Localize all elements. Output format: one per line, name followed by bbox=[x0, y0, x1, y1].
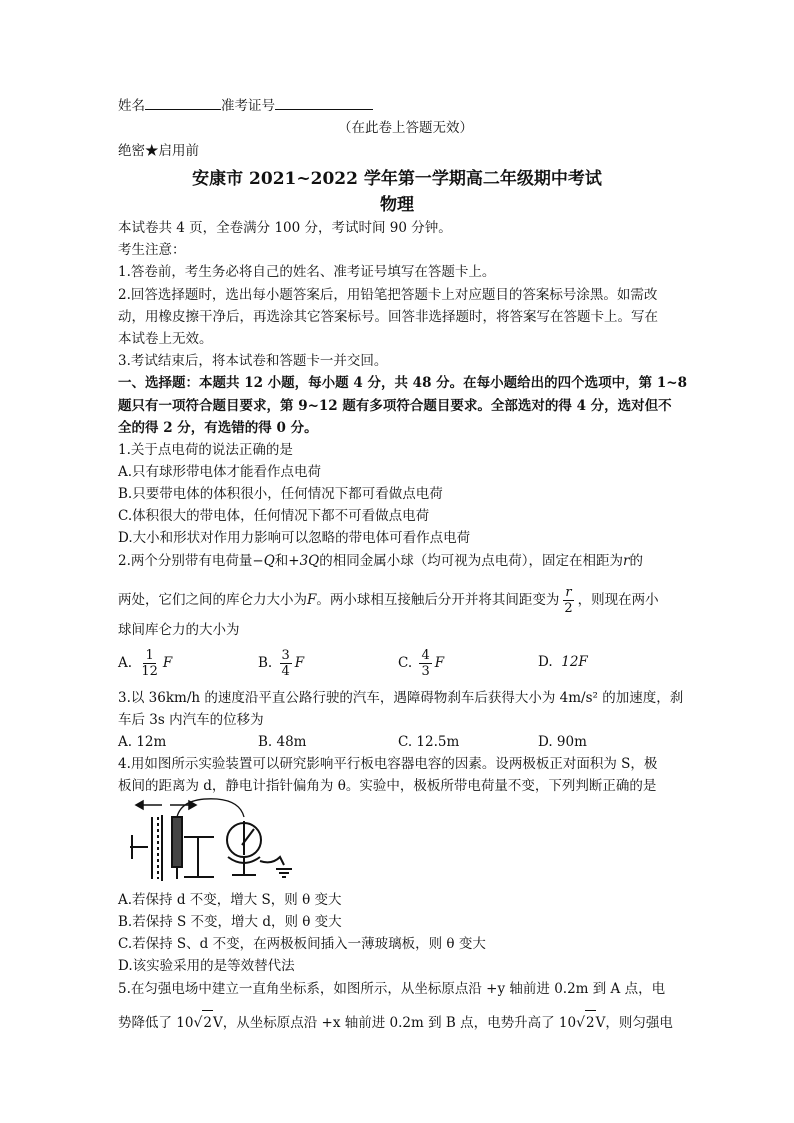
q2-charge-1: −Q bbox=[252, 553, 275, 569]
note-1: 1.答卷前，考生务必将自己的姓名、准考证号填写在答题卡上。 bbox=[118, 264, 496, 280]
sqrt-icon: √ bbox=[193, 1015, 203, 1031]
q2-text-b: 的相同金属小球（均可视为点电荷），固定在相距为 bbox=[319, 553, 623, 569]
exam-no-blank[interactable] bbox=[275, 95, 373, 110]
q4-stem-2: 板间的距离为 d，静电计指针偏角为 θ。实验中，极板所带电荷量不变，下列判断正确的是 bbox=[118, 778, 657, 794]
q2-and: 和 bbox=[274, 553, 289, 569]
exam-title: 安康市 2021~2022 学年第一学期高二年级期中考试 bbox=[192, 169, 602, 189]
q2-b-label: B. bbox=[258, 655, 273, 671]
capacitor-electrometer-figure bbox=[122, 795, 302, 885]
q2-stem-2 bbox=[118, 584, 659, 616]
q4-stem-1: 4.用如图所示实验装置可以研究影响平行板电容器电容的因素。设两极板正对面积为 S，极 bbox=[118, 756, 658, 772]
intro-line-1: 本试卷共 4 页，全卷满分 100 分，考试时间 90 分钟。 bbox=[118, 220, 452, 236]
q2-a-label: A. bbox=[118, 655, 133, 671]
q2-text-c: 的 bbox=[629, 553, 643, 569]
q4-option-c: C.若保持 S、d 不变，在两极板间插入一薄玻璃板，则 θ 变大 bbox=[118, 936, 486, 952]
q3-stem-1: 3.以 36km/h 的速度沿平直公路行驶的汽车，遇障碍物刹车后获得大小为 4m/s² 的加速度，刹 bbox=[118, 690, 684, 706]
q4-option-b: B.若保持 S 不变，增大 d，则 θ 变大 bbox=[118, 914, 342, 930]
q1-option-c: C.体积很大的带电体，任何情况下都不可看做点电荷 bbox=[118, 508, 430, 524]
q2-b-den: 4 bbox=[281, 664, 290, 679]
candidate-info-line bbox=[118, 95, 373, 116]
q2-option-c bbox=[398, 648, 444, 679]
note-2a: 2.回答选择题时，选出每小题答案后，用铅笔把答题卡上对应题目的答案标号涂黑。如需改 bbox=[118, 287, 658, 303]
section1-line-1: 一、选择题：本题共 12 小题，每小题 4 分，共 48 分。在每小题给出的四个选项中，第 1~8 bbox=[118, 375, 687, 391]
q2-distance-r: r bbox=[623, 553, 630, 569]
q1-option-b: B.只要带电体的体积很小，任何情况下都可看做点电荷 bbox=[118, 486, 443, 502]
q5-sqrt-arg-1: 2 bbox=[202, 1010, 213, 1035]
q2-b-num: 3 bbox=[281, 648, 290, 663]
q3-option-c: C. 12.5m bbox=[398, 734, 460, 750]
q2-text-e: 。两小球相互接触后分开并将其间距变为 bbox=[316, 592, 560, 608]
intro-line-2: 考生注意： bbox=[118, 242, 186, 258]
q2-c-den: 3 bbox=[421, 664, 430, 679]
q5-sqrt-arg-2: 2 bbox=[585, 1010, 596, 1035]
sqrt-icon: √ bbox=[576, 1015, 586, 1031]
q3-stem-2: 车后 3s 内汽车的位移为 bbox=[118, 712, 264, 728]
q5-text-c: V，则匀强电 bbox=[595, 1015, 673, 1031]
q2-frac-num: r bbox=[565, 585, 572, 600]
q2-charge-2: +3Q bbox=[288, 553, 320, 569]
exam-no-label: 准考证号 bbox=[221, 98, 275, 114]
q2-text-d: 两处，它们之间的库仑力大小为 bbox=[118, 592, 307, 608]
left-plate-icon bbox=[130, 815, 162, 881]
q1-option-d: D.大小和形状对作用力影响可以忽略的带电体可看作点电荷 bbox=[118, 530, 471, 546]
wire bbox=[177, 799, 244, 817]
q2-stem-1 bbox=[118, 551, 643, 571]
q4-option-a: A.若保持 d 不变，增大 S，则 θ 变大 bbox=[118, 892, 342, 908]
q5-stem-2 bbox=[118, 1010, 673, 1035]
q2-a-fraction bbox=[139, 648, 160, 679]
arrow-icon bbox=[136, 801, 196, 809]
q2-c-f: F bbox=[434, 655, 445, 671]
q2-b-f: F bbox=[294, 655, 305, 671]
q3-option-b: B. 48m bbox=[258, 734, 307, 750]
q2-fraction-r-over-2 bbox=[562, 585, 574, 616]
q5-text-a: 势降低了 10 bbox=[118, 1015, 194, 1031]
q2-text-a: 2.两个分别带有电荷量 bbox=[118, 553, 253, 569]
q2-c-fraction bbox=[419, 648, 431, 679]
q2-b-fraction bbox=[280, 648, 292, 679]
q4-option-d: D.该实验采用的是等效替代法 bbox=[118, 958, 295, 974]
q3-option-d: D. 90m bbox=[538, 734, 587, 750]
q2-a-den: 12 bbox=[141, 664, 158, 679]
q2-d-label: D. bbox=[538, 654, 553, 670]
q2-stem-3: 球间库仑力的大小为 bbox=[118, 622, 240, 638]
note-2c: 本试卷上无效。 bbox=[118, 331, 213, 347]
q5-text-b: V，从坐标原点沿 +x 轴前进 0.2m 到 B 点，电势升高了 10 bbox=[213, 1015, 577, 1031]
q2-a-f: F bbox=[162, 655, 173, 671]
q2-c-label: C. bbox=[398, 655, 413, 671]
invalid-note: （在此卷上答题无效） bbox=[338, 120, 473, 136]
section1-line-3: 全的得 2 分，有选错的得 0 分。 bbox=[118, 420, 318, 436]
note-2b: 动，用橡皮擦干净后，再选涂其它答案标号。回答非选择题时，将答案写在答题卡上。写在 bbox=[118, 309, 658, 325]
q2-option-d bbox=[538, 652, 588, 672]
subject-title: 物理 bbox=[380, 195, 414, 215]
q2-d-value: 12F bbox=[561, 654, 588, 670]
q1-stem: 1.关于点电荷的说法正确的是 bbox=[118, 442, 293, 458]
right-plate-icon bbox=[172, 817, 214, 879]
q2-a-num: 1 bbox=[145, 648, 154, 663]
note-3: 3.考试结束后，将本试卷和答题卡一并交回。 bbox=[118, 353, 388, 369]
q2-option-b bbox=[258, 648, 304, 679]
q2-option-a bbox=[118, 648, 172, 679]
q1-option-a: A.只有球形带电体才能看作点电荷 bbox=[118, 464, 322, 480]
section1-line-2: 题只有一项符合题目要求，第 9~12 题有多项符合题目要求。全部选对的得 4 分，选对但不 bbox=[118, 398, 672, 414]
q2-text-f: ，则现在两小 bbox=[577, 592, 659, 608]
q2-c-num: 4 bbox=[421, 648, 430, 663]
name-label: 姓名 bbox=[118, 98, 145, 114]
q2-force-f: F bbox=[307, 592, 317, 608]
name-blank[interactable] bbox=[145, 95, 221, 110]
q5-stem-1: 5.在匀强电场中建立一直角坐标系，如图所示，从坐标原点沿 +y 轴前进 0.2m 到 A 点，电 bbox=[118, 981, 666, 997]
q2-frac-den: 2 bbox=[564, 601, 573, 616]
q3-option-a: A. 12m bbox=[118, 734, 167, 750]
secret-mark: 绝密★启用前 bbox=[118, 143, 199, 159]
electrometer-icon bbox=[227, 821, 292, 877]
